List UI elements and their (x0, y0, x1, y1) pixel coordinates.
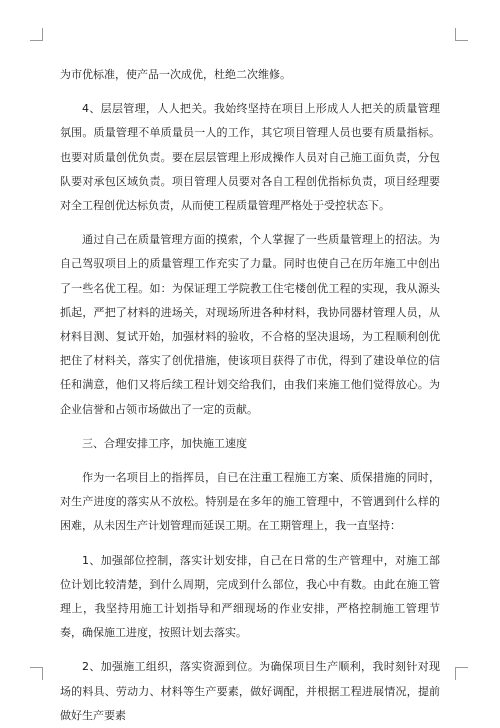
paragraph-2: 4、层层管理，人人把关。我始终坚持在项目上形成人人把关的质量管理氛围。质量管理不单质量员一人的工作，其它项目管理人员也要有质量指标。也要对质量创优负责。要在层层管理上形成操作人员对自己施工面负责，分包队要对承包区域负责。项目管理人员要对各自工程创优指标负责，项目经理要对全工程创优达标负责，从而使工程质量管理严格处于受控状态下。 (60, 102, 440, 213)
body-text (60, 63, 440, 728)
section-heading: 三、合理安排工序，加快施工速度 (82, 436, 247, 450)
crop-mark-bottom-right (455, 667, 468, 680)
crop-mark-top-right (455, 28, 468, 41)
paragraph-6: 2、加强施工组织，落实资源到位。为确保项目生产顺利，我时刻针对现场的料具、劳动力、材料等生产要素，做好调配，并根据工程进展情况，提前做好生产要素 (60, 660, 440, 722)
paragraph-1: 为市优标准，使产品一次成优，杜绝二次维修。 (60, 68, 291, 81)
paragraph-5: 1、加强部位控制，落实计划安排，自己在日常的生产管理中，对施工部位计划比较清楚，到什么周期，完成到什么部位，我心中有数。由此在施工管理上，我坚持用施工计划指导和严细现场的作业安排，严格控制施工管理节奏，确保施工进度，按照计划去落实。 (60, 553, 440, 640)
paragraph-3: 通过自己在质量管理方面的摸索，个人掌握了一些质量管理上的招法。为自己驾驭项目上的质量管理工作充实了力量。同时也使自己在历年施工中创出了一些名优工程。如：为保证理工学院教工住宅楼创优工程的实现，我从源头抓起，严把了材料的进场关，对现场所进各种材料，我协同器材管理人员，从材料目测、复试开始，加强材料的验收，不合格的坚决退场，为工程顺利创优把住了材料关，落实了创优措施，使该项目获得了市优，得到了建设单位的信任和满意，他们又将后续工程计划交给我们，由我们来施工他们觉得放心。为企业信誉和占领市场做出了一定的贡献。 (60, 233, 440, 416)
crop-mark-bottom-left (30, 667, 43, 680)
crop-mark-top-left (30, 28, 43, 41)
paragraph-4: 作为一名项目上的指挥员，自已在注重工程施工方案、质保措施的同时，对生产进度的落实从不放松。特别是在多年的施工管理中，不管遇到什么样的困难，从未因生产计划管理而延误工期。在工期管理上，我一直坚持： (60, 471, 440, 533)
